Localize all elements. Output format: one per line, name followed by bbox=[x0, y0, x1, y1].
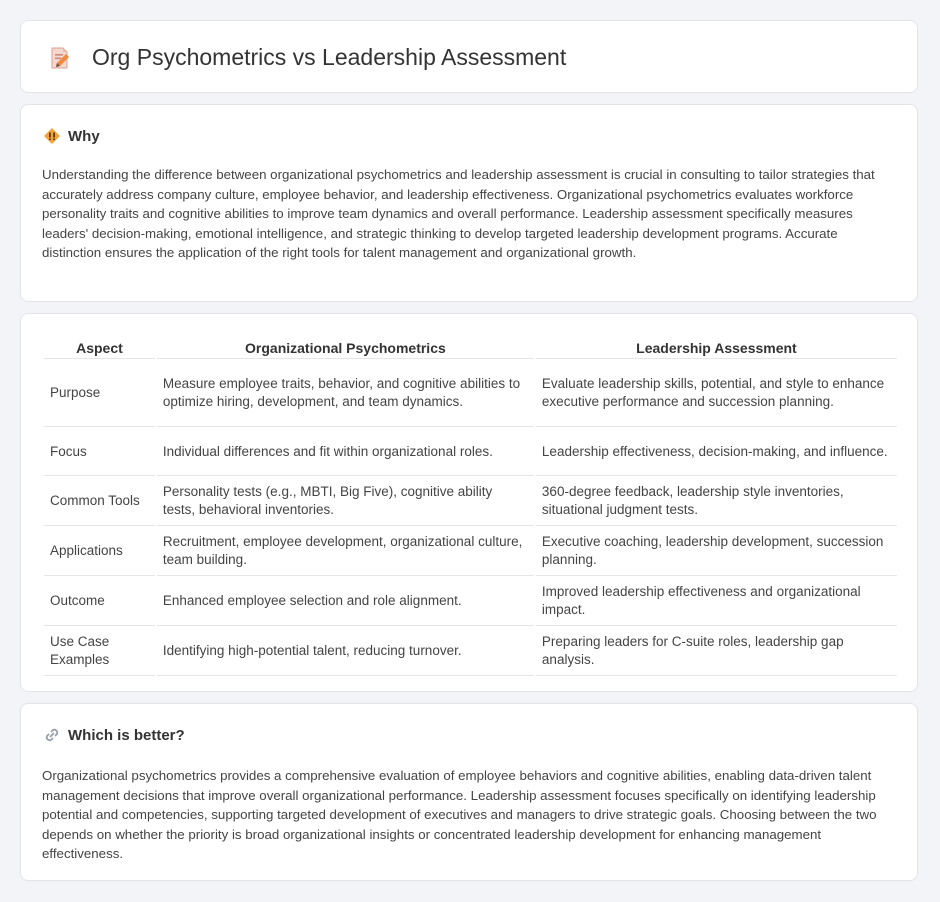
diamond-warning-icon bbox=[43, 127, 61, 145]
table-row bbox=[44, 627, 897, 676]
table-row bbox=[44, 577, 897, 626]
leadership-assessment-cell: Leadership effectiveness, decision-making, and influence. bbox=[536, 428, 897, 476]
header-leadership-assessment: Leadership Assessment bbox=[536, 335, 897, 359]
header-org-psychometrics: Organizational Psychometrics bbox=[157, 335, 534, 359]
org-psychometrics-cell: Personality tests (e.g., MBTI, Big Five), cognitive ability tests, behavioral inventories. bbox=[157, 477, 534, 526]
table-header-row bbox=[44, 335, 897, 359]
table-row bbox=[44, 360, 897, 427]
org-psychometrics-cell: Measure employee traits, behavior, and cognitive abilities to optimize hiring, development, and team dynamics. bbox=[157, 360, 534, 427]
why-heading: Why bbox=[68, 127, 100, 145]
table-row bbox=[44, 477, 897, 526]
header-aspect: Aspect bbox=[44, 335, 155, 359]
table-row bbox=[44, 428, 897, 476]
better-text: Organizational psychometrics provides a comprehensive evaluation of employee behaviors and cognitive abilities, enabling data-driven talent management decisions that improve overall organizational performance. Leadership assessment focuses specifically on identifying leadership potential and competencies, supporting targeted development of executives and managers to drive strategic goals. Choosing between the two depends on whether the priority is broad organizational insights or concentrated leadership development for enhancing management effectiveness. bbox=[42, 768, 877, 861]
aspect-cell: Applications bbox=[44, 527, 155, 576]
leadership-assessment-cell: Preparing leaders for C-suite roles, leadership gap analysis. bbox=[536, 627, 897, 676]
org-psychometrics-cell: Individual differences and fit within organizational roles. bbox=[157, 428, 534, 476]
better-heading: Which is better? bbox=[68, 726, 185, 744]
better-heading-row bbox=[43, 726, 185, 744]
which-is-better-section bbox=[20, 703, 918, 881]
org-psychometrics-cell: Identifying high-potential talent, reducing turnover. bbox=[157, 627, 534, 676]
leadership-assessment-cell: Improved leadership effectiveness and organizational impact. bbox=[536, 577, 897, 626]
comparison-table bbox=[42, 334, 899, 677]
table-row bbox=[44, 527, 897, 576]
page-title: Org Psychometrics vs Leadership Assessment bbox=[92, 44, 567, 70]
why-heading-row bbox=[43, 127, 100, 145]
leadership-assessment-cell: Evaluate leadership skills, potential, and style to enhance executive performance and succession planning. bbox=[536, 360, 897, 427]
aspect-cell: Use Case Examples bbox=[44, 627, 155, 676]
leadership-assessment-cell: Executive coaching, leadership development, succession planning. bbox=[536, 527, 897, 576]
org-psychometrics-cell: Recruitment, employee development, organizational culture, team building. bbox=[157, 527, 534, 576]
aspect-cell: Focus bbox=[44, 428, 155, 476]
org-psychometrics-cell: Enhanced employee selection and role alignment. bbox=[157, 577, 534, 626]
document-edit-icon bbox=[47, 45, 73, 71]
why-text: Understanding the difference between organizational psychometrics and leadership assessment is crucial in consulting to tailor strategies that accurately address company culture, employee behavior, and leadership effectiveness. Organizational psychometrics evaluates workforce personality traits and cognitive abilities to improve team dynamics and overall performance. Leadership assessment specifically measures leaders' decision-making, emotional intelligence, and strategic thinking to develop targeted leadership development programs. Accurate distinction ensures the application of the right tools for talent management and organizational growth. bbox=[42, 167, 875, 260]
link-icon bbox=[43, 726, 61, 744]
leadership-assessment-cell: 360-degree feedback, leadership style inventories, situational judgment tests. bbox=[536, 477, 897, 526]
header-card bbox=[20, 20, 918, 93]
aspect-cell: Purpose bbox=[44, 360, 155, 427]
aspect-cell: Outcome bbox=[44, 577, 155, 626]
aspect-cell: Common Tools bbox=[44, 477, 155, 526]
why-section bbox=[20, 104, 918, 302]
comparison-table-card bbox=[20, 313, 918, 692]
